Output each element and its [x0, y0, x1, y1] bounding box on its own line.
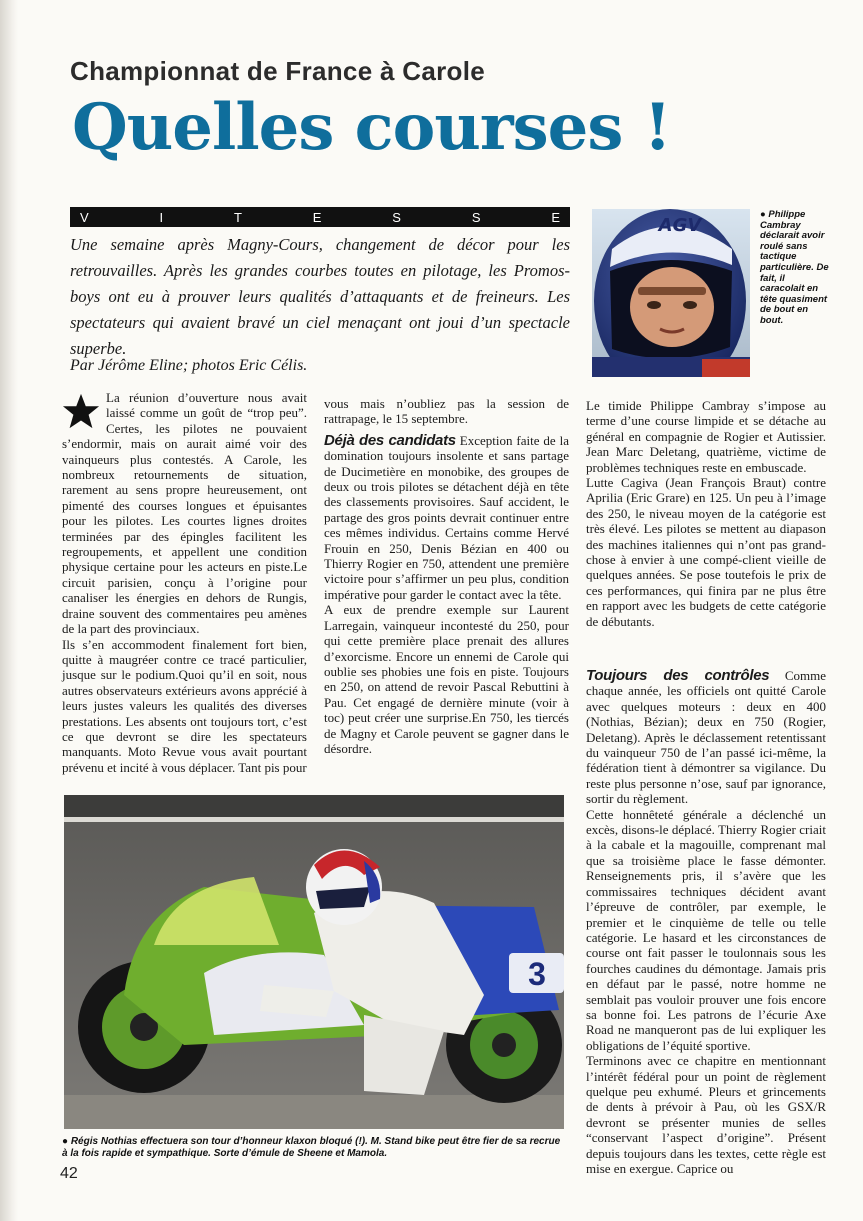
- section-letter: I: [159, 209, 164, 225]
- paragraph: Cette honnêteté générale a déclenché un excès, disons-le déplacé. Thierry Rogier criait à la cabale et la magouille, comprenant mal que sa troisième place le fasse démonter. Renseignements pris, il s’avère que les commissaires techniques décident avant l’épreuve de contrôler, par exemple, le premier et le cinquième de telle ou telle catégorie. Le hasard et les circonstances de course ont fait passer le toulonnais sous les fourches caudines du démontage. Jamais pris en défaut par le passé, notre homme ne semblait pas vouloir prouver une fois encore sa bonne foi. Les patrons de l’écurie Axe Road ne manqueront pas de lui expliquer les obligations de l’équité sportive.: [586, 806, 826, 1053]
- paragraph: La réunion d’ouverture nous avait laissé comme un goût de “trop peu”. Certes, les pilotes ne pouvaient s’endormir, mais on aurait aimé voir des vainqueurs plus contestés. A Carole, les nombreux retournements de situation, rarement au sens propre heureusement, ont pimenté des courses longues et épuisantes pour les pilotes. Les courtes lignes droites terminées par des épingles facilitent les regroupements, et appellent une condition physique certaine pour les acteurs en piste.Le circuit parisien, conçu à l’origine pour canaliser les énergies en dehors de Rungis, draine souvent des commentaires peu amènes de la part des provinciaux.: [62, 390, 307, 637]
- star-icon: [62, 392, 100, 430]
- paragraph: Ils s’en accommodent finalement fort bien, quitte à maugréer contre ce tracé particulier, jusque sur le podium.Quoi qu’il en soit, nous autres observateurs extérieurs avons apprécié à leurs justes valeurs les qualités des diverses prestations. Les absents ont toujours tort, c’est ce que devront se dire les spectateurs manquants. Moto Revue vous avait pourtant prévenu et incité à vous déplacer. Tant pis pour: [62, 636, 307, 775]
- helmet-brand: AGV: [658, 215, 702, 236]
- article-column-3: [586, 398, 826, 629]
- section-letter: T: [233, 209, 242, 225]
- section-letter: E: [312, 209, 322, 225]
- article-headline: Quelles courses !: [72, 90, 671, 165]
- section-letter: V: [80, 209, 89, 225]
- section-letter: E: [551, 209, 560, 225]
- section-bar: [70, 207, 570, 227]
- byline: Par Jérôme Eline; photos Eric Célis.: [70, 357, 308, 374]
- page-fold-shadow: [0, 0, 18, 1221]
- intro-paragraph: Une semaine après Magny-Cours, changement de décor pour les retrouvailles. Après les grandes courbes toutes en pilotage, les Promos-boys ont eu à prouver leurs qualités d’attaquants et de freineurs. Les spectateurs qui avaient bravé un ciel menaçant ont joui d’un spectacle superbe.: [70, 235, 570, 358]
- paragraph: vous mais n’oubliez pas la session de rattrapage, le 15 septembre.: [324, 396, 569, 427]
- paragraph: Comme chaque année, les officiels ont quitté Carole avec quelques moteurs : deux en 400 (Nothias, Bézian); deux en 750 (Rogier, Deletang). Après le déclassement retentissant du vainqueur 750 de l’an passé ici-même, la fédération tient à démontrer sa vigilance. Du reste plus personne n’ose, sauf par ignorance, sortir du règlement.: [586, 668, 827, 807]
- subheading: Toujours des contrôles: [586, 667, 770, 684]
- paragraph: Le timide Philippe Cambray s’impose au terme d’une course limpide et se détache au général en compagnie de Rogier et Autissier. Jean Marc Deletang, quatrième, victime de problèmes techniques reste en embuscade.: [586, 398, 826, 475]
- article-column-1: [62, 390, 307, 775]
- race-photo: [64, 795, 564, 1129]
- photo-caption: ● Régis Nothias effectuera son tour d’honneur klaxon bloqué (!). M. Stand bike peut être fier de sa recrue à la fois rapide et sympathique. Sorte d’émule de Sheene et Mamola.: [62, 1136, 561, 1159]
- page-number: 42: [60, 1165, 78, 1182]
- paragraph: Lutte Cagiva (Jean François Braut) contre Aprilia (Eric Grare) en 125. Un peu à l’image des 250, le niveau moyen de la catégorie est très élevé. Les pilotes se mettent au diapason des machines italiennes qui n’ont pas grand-chose à envier à une compé-client vieille de quelques années. Se pose toutefois le prix de ces performances, qui finira par ne plus être en rapport avec les budgets de cette catégorie de débutants.: [586, 475, 826, 629]
- number-plate: 3: [528, 956, 546, 992]
- paragraph: Terminons avec ce chapitre en mentionnant l’intérêt fédéral pour un point de règlement quelque peu exhumé. Pleurs et grincements de dents à prévoir à Pau, où les GSX/R devront se présenter munies de selles “conservant l’aspect d’origine”. Présent depuis toujours dans les textes, cette règle est mise en exergue. Caprice ou: [586, 1053, 826, 1176]
- paragraph: Exception faite de la domination toujours insolente et sans partage de Ducimetière en monobike, des groupes de deux ou trois pilotes se détachent déjà en tête des classements provisoires. Sauf accident, le partage des gros points devrait continuer entre ces mêmes individus. Certains comme Hervé Frouin en 250, Denis Bézian en 400 ou Thierry Rogier en 750, attendent une première victoire pour s’affirmer un peu plus, condition impérative pour garder le contact avec la tête.: [324, 432, 570, 602]
- article-supertitle: Championnat de France à Carole: [70, 56, 485, 86]
- subheading: Déjà des candidats: [324, 431, 456, 449]
- portrait-caption: ● Philippe Cambray déclarait avoir roulé sans tactique particulière. De fait, il caracolait en tête quasiment de bout en bout.: [760, 209, 829, 326]
- portrait-photo: [592, 209, 750, 377]
- section-letter: S: [471, 209, 481, 225]
- article-column-3-continued: [586, 668, 826, 1176]
- section-letter: S: [392, 209, 401, 225]
- paragraph: A eux de prendre exemple sur Laurent Larregain, vainqueur incontesté du 250, pour qui cette première place prenait des allures d’exorcisme. Encore un ennemi de Carole qui oublie ses phobies une fois en piste. Toujours en 250, on attend de revoir Pascal Rebuttini à Pau. Cet engagé de dernière minute (voir à toc) peut créer une surprise.En 750, les tiercés de Magny et Carole peuvent se gagner dans le désordre.: [324, 602, 569, 756]
- article-column-2: [324, 396, 569, 756]
